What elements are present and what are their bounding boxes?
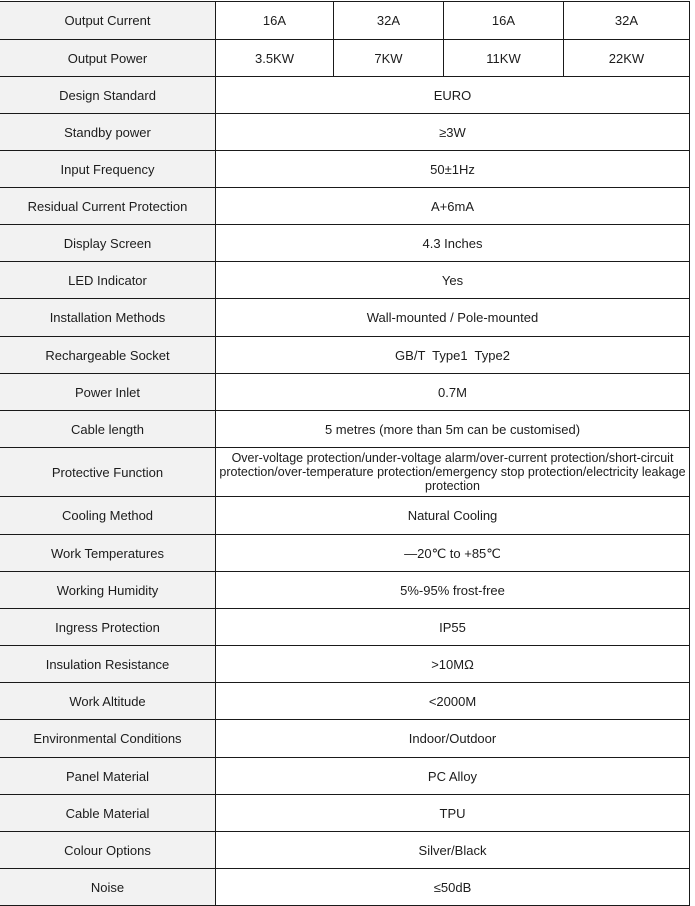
row-label: Design Standard: [0, 77, 216, 114]
row-value: —20℃ to +85℃: [216, 535, 690, 572]
row-value: 32A: [334, 2, 444, 40]
table-row: [0, 151, 690, 188]
row-label: Noise: [0, 869, 216, 906]
row-value: 7KW: [334, 40, 444, 77]
row-value: 0.7M: [216, 374, 690, 411]
row-value: IP55: [216, 609, 690, 646]
table-row: [0, 683, 690, 720]
table-row: [0, 646, 690, 683]
row-label: Panel Material: [0, 758, 216, 795]
row-label: Working Humidity: [0, 572, 216, 609]
row-value: 16A: [216, 2, 334, 40]
row-label: Ingress Protection: [0, 609, 216, 646]
row-value: PC Alloy: [216, 758, 690, 795]
row-value: Indoor/Outdoor: [216, 720, 690, 758]
row-value: <2000M: [216, 683, 690, 720]
row-label: Work Altitude: [0, 683, 216, 720]
row-label: Power Inlet: [0, 374, 216, 411]
table-row: [0, 758, 690, 795]
row-value: 11KW: [444, 40, 564, 77]
table-row: [0, 299, 690, 337]
row-value: EURO: [216, 77, 690, 114]
table-row: [0, 77, 690, 114]
table-row: [0, 114, 690, 151]
table-row: [0, 2, 690, 40]
table-row: [0, 225, 690, 262]
row-value: 22KW: [564, 40, 690, 77]
row-value: 16A: [444, 2, 564, 40]
table-row: [0, 337, 690, 374]
row-label: Cable length: [0, 411, 216, 448]
row-label: Colour Options: [0, 832, 216, 869]
row-label: Insulation Resistance: [0, 646, 216, 683]
row-value: Natural Cooling: [216, 497, 690, 535]
table-row: [0, 720, 690, 758]
table-row: [0, 832, 690, 869]
row-label: Standby power: [0, 114, 216, 151]
row-label: Cooling Method: [0, 497, 216, 535]
row-label: Display Screen: [0, 225, 216, 262]
row-label: Installation Methods: [0, 299, 216, 337]
row-value: 5%-95% frost-free: [216, 572, 690, 609]
row-value: Over-voltage protection/under-voltage alarm/over-current protection/short-circuit protection/over-temperature protection/emergency stop protection/electricity leakage protection: [216, 448, 690, 497]
row-label: Residual Current Protection: [0, 188, 216, 225]
row-label: Output Current: [0, 2, 216, 40]
spec-table: [0, 1, 690, 906]
row-value: GB/T Type1 Type2: [216, 337, 690, 374]
row-value: 5 metres (more than 5m can be customised): [216, 411, 690, 448]
table-row: [0, 497, 690, 535]
table-row: [0, 535, 690, 572]
table-row: [0, 795, 690, 832]
row-value: 3.5KW: [216, 40, 334, 77]
row-value: 4.3 Inches: [216, 225, 690, 262]
table-row: [0, 572, 690, 609]
table-row: [0, 448, 690, 497]
row-value: Silver/Black: [216, 832, 690, 869]
table-row: [0, 40, 690, 77]
row-value: TPU: [216, 795, 690, 832]
row-label: LED Indicator: [0, 262, 216, 299]
row-label: Environmental Conditions: [0, 720, 216, 758]
row-value: ≤50dB: [216, 869, 690, 906]
row-label: Protective Function: [0, 448, 216, 497]
table-row: [0, 411, 690, 448]
row-value: 32A: [564, 2, 690, 40]
row-value: >10MΩ: [216, 646, 690, 683]
row-value: Wall-mounted / Pole-mounted: [216, 299, 690, 337]
row-label: Rechargeable Socket: [0, 337, 216, 374]
table-row: [0, 188, 690, 225]
table-row: [0, 869, 690, 906]
table-row: [0, 374, 690, 411]
table-row: [0, 609, 690, 646]
table-row: [0, 262, 690, 299]
row-value: 50±1Hz: [216, 151, 690, 188]
row-value: A+6mA: [216, 188, 690, 225]
row-label: Input Frequency: [0, 151, 216, 188]
row-label: Cable Material: [0, 795, 216, 832]
row-value: ≥3W: [216, 114, 690, 151]
row-label: Work Temperatures: [0, 535, 216, 572]
row-label: Output Power: [0, 40, 216, 77]
row-value: Yes: [216, 262, 690, 299]
